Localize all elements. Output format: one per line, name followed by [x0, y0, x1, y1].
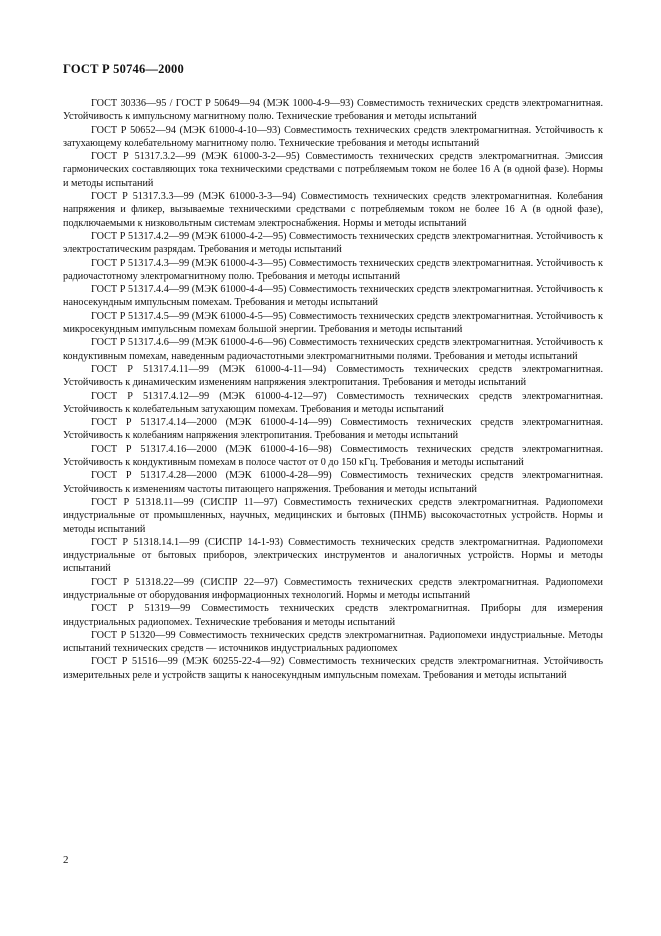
reference-entry: ГОСТ Р 51318.22—99 (СИСПР 22—97) Совместимость технических средств электромагнитная. Радиопомехи индустриальные от оборудования информационных технологий. Нормы и методы испытаний: [63, 576, 603, 601]
reference-entry: ГОСТ Р 51317.4.11—99 (МЭК 61000-4-11—94) Совместимость технических средств электромагнитная. Устойчивость к динамическим изменениям напряжения электропитания. Требования и методы испытаний: [63, 363, 603, 389]
reference-entry: ГОСТ Р 51317.4.12—99 (МЭК 61000-4-12—97) Совместимость технических средств электромагнитная. Устойчивость к колебательным затухающим помехам. Требования и методы испытаний: [63, 390, 603, 415]
reference-entry: ГОСТ Р 51320—99 Совместимость технических средств электромагнитная. Радиопомехи индустриальные. Методы испытаний технических средств — источников индустриальных радиопомех: [63, 629, 603, 655]
document-header: ГОСТ Р 50746—2000: [63, 62, 184, 76]
reference-entry: ГОСТ Р 51317.4.5—99 (МЭК 61000-4-5—95) Совместимость технических средств электромагнитная. Устойчивость к микросекундным импульсным помехам большой энергии. Требования и методы испытаний: [63, 310, 603, 336]
reference-entry: ГОСТ Р 51318.14.1—99 (СИСПР 14-1-93) Совместимость технических средств электромагнитная. Радиопомехи индустриальные от бытовых приборов, электрических инструментов и аналогичных устройств. Нормы и методы испытаний: [63, 536, 603, 575]
reference-entry: ГОСТ Р 51516—99 (МЭК 60255-22-4—92) Совместимость технических средств электромагнитная. Устойчивость измерительных реле и устройств защиты к наносекундным импульсным помехам. Требования и методы испытаний: [63, 656, 603, 681]
reference-entry: ГОСТ Р 51317.4.4—99 (МЭК 61000-4-4—95) Совместимость технических средств электромагнитная. Устойчивость к наносекундным импульсным помехам. Требования и методы испытаний: [63, 284, 603, 309]
reference-entry: ГОСТ Р 51317.4.28—2000 (МЭК 61000-4-28—99) Совместимость технических средств электромагнитная. Устойчивость к изменениям частоты питающего напряжения. Требования и методы испытаний: [63, 470, 603, 495]
reference-entry: ГОСТ Р 51317.4.14—2000 (МЭК 61000-4-14—99) Совместимость технических средств электромагнитная. Устойчивость к колебаниям напряжения электропитания. Требования и методы испытаний: [63, 417, 603, 442]
reference-entry: ГОСТ Р 51317.3.2—99 (МЭК 61000-3-2—95) Совместимость технических средств электромагнитная. Эмиссия гармонических составляющих тока техническими средствами с потребляемым током не более 16 А (в одной фазе). Нормы и методы испытаний: [63, 151, 603, 189]
reference-entry: ГОСТ Р 51317.4.6—99 (МЭК 61000-4-6—96) Совместимость технических средств электромагнитная. Устойчивость к кондуктивным помехам, наведенным радиочастотными электромагнитными полями. Требования и методы испытаний: [63, 337, 603, 362]
reference-entry: ГОСТ Р 50652—94 (МЭК 61000-4-10—93) Совместимость технических средств электромагнитная. Устойчивость к затухающему колебательному магнитному полю. Технические требования и методы испытаний: [63, 124, 603, 149]
reference-entry: ГОСТ Р 51317.4.2—99 (МЭК 61000-4-2—95) Совместимость технических средств электромагнитная. Устойчивость к электростатическим разрядам. Требования и методы испытаний: [63, 230, 603, 256]
reference-entry: ГОСТ Р 51317.3.3—99 (МЭК 61000-3-3—94) Совместимость технических средств электромагнитная. Колебания напряжения и фликер, вызываемые техническими средствами с потребляемым током не более 16 А (в одной фазе), подключаемыми к низковольтным системам электроснабжения. Нормы и методы испытаний: [63, 191, 603, 229]
reference-entry: ГОСТ Р 51317.4.16—2000 (МЭК 61000-4-16—98) Совместимость технических средств электромагнитная. Устойчивость к кондуктивным помехам в полосе частот от 0 до 150 кГц. Требования и методы испытаний: [63, 443, 603, 469]
page-number: 2: [63, 854, 69, 866]
reference-entry: ГОСТ Р 51319—99 Совместимость технических средств электромагнитная. Приборы для измерения индустриальных радиопомех. Технические требования и методы испытаний: [63, 603, 603, 628]
reference-entry: ГОСТ Р 51318.11—99 (СИСПР 11—97) Совместимость технических средств электромагнитная. Радиопомехи индустриальные от промышленных, научных, медицинских и бытовых (ПНМБ) высокочастотных устройств. Нормы и методы испытаний: [63, 496, 603, 535]
reference-entry: ГОСТ Р 51317.4.3—99 (МЭК 61000-4-3—95) Совместимость технических средств электромагнитная. Устойчивость к радиочастотному электромагнитному полю. Требования и методы испытаний: [63, 257, 603, 282]
reference-entry: ГОСТ 30336—95 / ГОСТ Р 50649—94 (МЭК 1000-4-9—93) Совместимость технических средств электромагнитная. Устойчивость к импульсному магнитному полю. Технические требования и методы испытаний: [63, 98, 603, 123]
reference-list: [63, 97, 603, 682]
document-page: [63, 62, 603, 682]
